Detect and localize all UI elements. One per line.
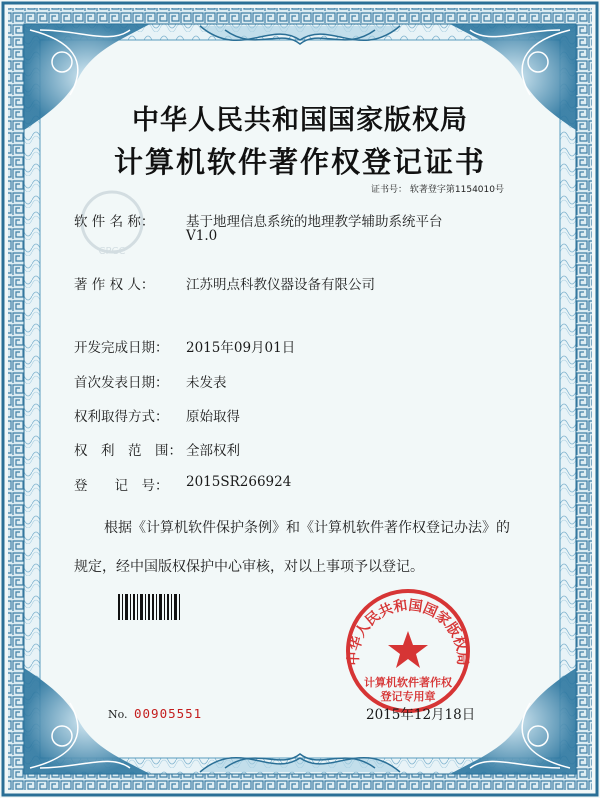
field-label-rights-scope: 权 利 范 围： [74, 443, 182, 459]
certificate-number [371, 182, 504, 195]
field-value-rights-scope: 全部权利 [186, 443, 240, 459]
field-value-acquisition-method: 原始取得 [186, 409, 240, 425]
certificate-number-value: 软著登字第1154010号 [409, 185, 504, 195]
svg-text:中华人民共和国国家版权局: 中华人民共和国国家版权局 [345, 597, 471, 666]
field-value-software-name: 基于地理信息系统的地理教学辅助系统平台 [186, 214, 443, 230]
field-value-completion-date: 2015年09月01日 [186, 340, 296, 356]
field-value-copyright-holder: 江苏明点科教仪器设备有限公司 [186, 277, 375, 293]
issue-date: 2015年12月18日 [366, 707, 476, 723]
field-label-acquisition-method: 权利取得方式： [74, 409, 169, 425]
certificate-number-label: 证书号： [371, 185, 408, 195]
field-value-first-publication: 未发表 [186, 375, 227, 391]
serial-number-value: 00905551 [134, 706, 203, 721]
issuing-authority: 中华人民共和国国家版权局 [132, 105, 468, 136]
legal-paragraph-line1: 根据《计算机软件保护条例》和《计算机软件著作权登记办法》的 [104, 520, 510, 536]
field-label-software-name: 软 件 名 称： [74, 214, 155, 230]
serial-number-label: No. [108, 708, 128, 721]
legal-paragraph-line2: 规定，经中国版权保护中心审核，对以上事项予以登记。 [74, 559, 424, 575]
svg-text:登记专用章: 登记专用章 [380, 690, 436, 703]
field-label-completion-date: 开发完成日期： [74, 340, 169, 356]
svg-text:CPCC: CPCC [98, 246, 126, 257]
field-label-first-publication: 首次发表日期： [74, 375, 169, 391]
field-label-copyright-holder: 著 作 权 人： [74, 277, 155, 293]
certificate-title: 计算机软件著作权登记证书 [113, 145, 486, 179]
svg-text:计算机软件著作权: 计算机软件著作权 [364, 676, 452, 689]
field-label-registration-number: 登 记 号： [74, 478, 169, 494]
field-value-registration-number: 2015SR266924 [186, 474, 292, 490]
field-value-software-version: V1.0 [186, 228, 218, 244]
